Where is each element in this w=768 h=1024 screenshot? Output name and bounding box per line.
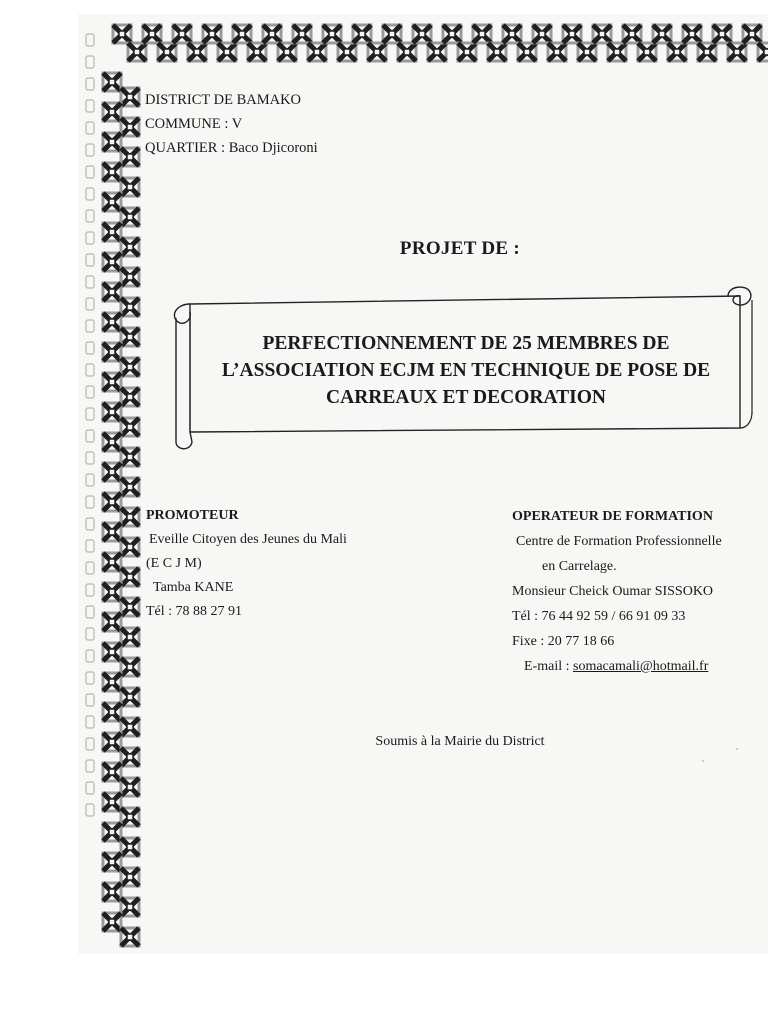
paper-speck: [702, 760, 704, 762]
operateur-heading: OPERATEUR DE FORMATION: [512, 509, 713, 524]
paper-speck: [736, 748, 738, 750]
commune-label: COMMUNE : V: [145, 116, 243, 132]
email-label: E-mail :: [524, 659, 570, 674]
location-header: [145, 88, 318, 160]
operateur-block: [512, 504, 722, 679]
operateur-org-line-1: Centre de Formation Professionnelle: [516, 534, 722, 549]
quartier-label: QUARTIER : Baco Djicoroni: [145, 140, 318, 156]
project-description: [196, 330, 736, 411]
district-label: DISTRICT DE BAMAKO: [145, 92, 302, 108]
promoteur-acronym: (E C J M): [146, 556, 202, 571]
project-line-3: CARREAUX ET DECORATION: [326, 387, 606, 408]
email-link[interactable]: somacamali@hotmail.fr: [573, 659, 709, 674]
operateur-org-line-2: en Carrelage.: [542, 559, 617, 574]
operateur-person: Monsieur Cheick Oumar SISSOKO: [512, 584, 714, 599]
promoteur-tel: Tél : 78 88 27 91: [146, 604, 243, 619]
operateur-email-row: [512, 654, 722, 679]
decorative-border-top: [100, 22, 768, 66]
project-line-2: L’ASSOCIATION ECJM EN TECHNIQUE DE POSE DE: [221, 360, 711, 381]
promoteur-block: [146, 504, 347, 624]
project-line-1: PERFECTIONNEMENT DE 25 MEMBRES DE: [262, 333, 670, 354]
promoteur-heading: PROMOTEUR: [146, 508, 239, 523]
operateur-tel: Tél : 76 44 92 59 / 66 91 09 33: [512, 609, 686, 624]
submission-note: Soumis à la Mairie du District: [375, 734, 545, 749]
projet-title: PROJET DE :: [399, 238, 521, 259]
operateur-fixe: Fixe : 20 77 18 66: [512, 634, 615, 649]
spiral-binding: [84, 28, 98, 818]
promoteur-person: Tamba KANE: [153, 580, 234, 595]
promoteur-org: Eveille Citoyen des Jeunes du Mali: [149, 532, 347, 547]
decorative-border-left: [100, 22, 144, 952]
